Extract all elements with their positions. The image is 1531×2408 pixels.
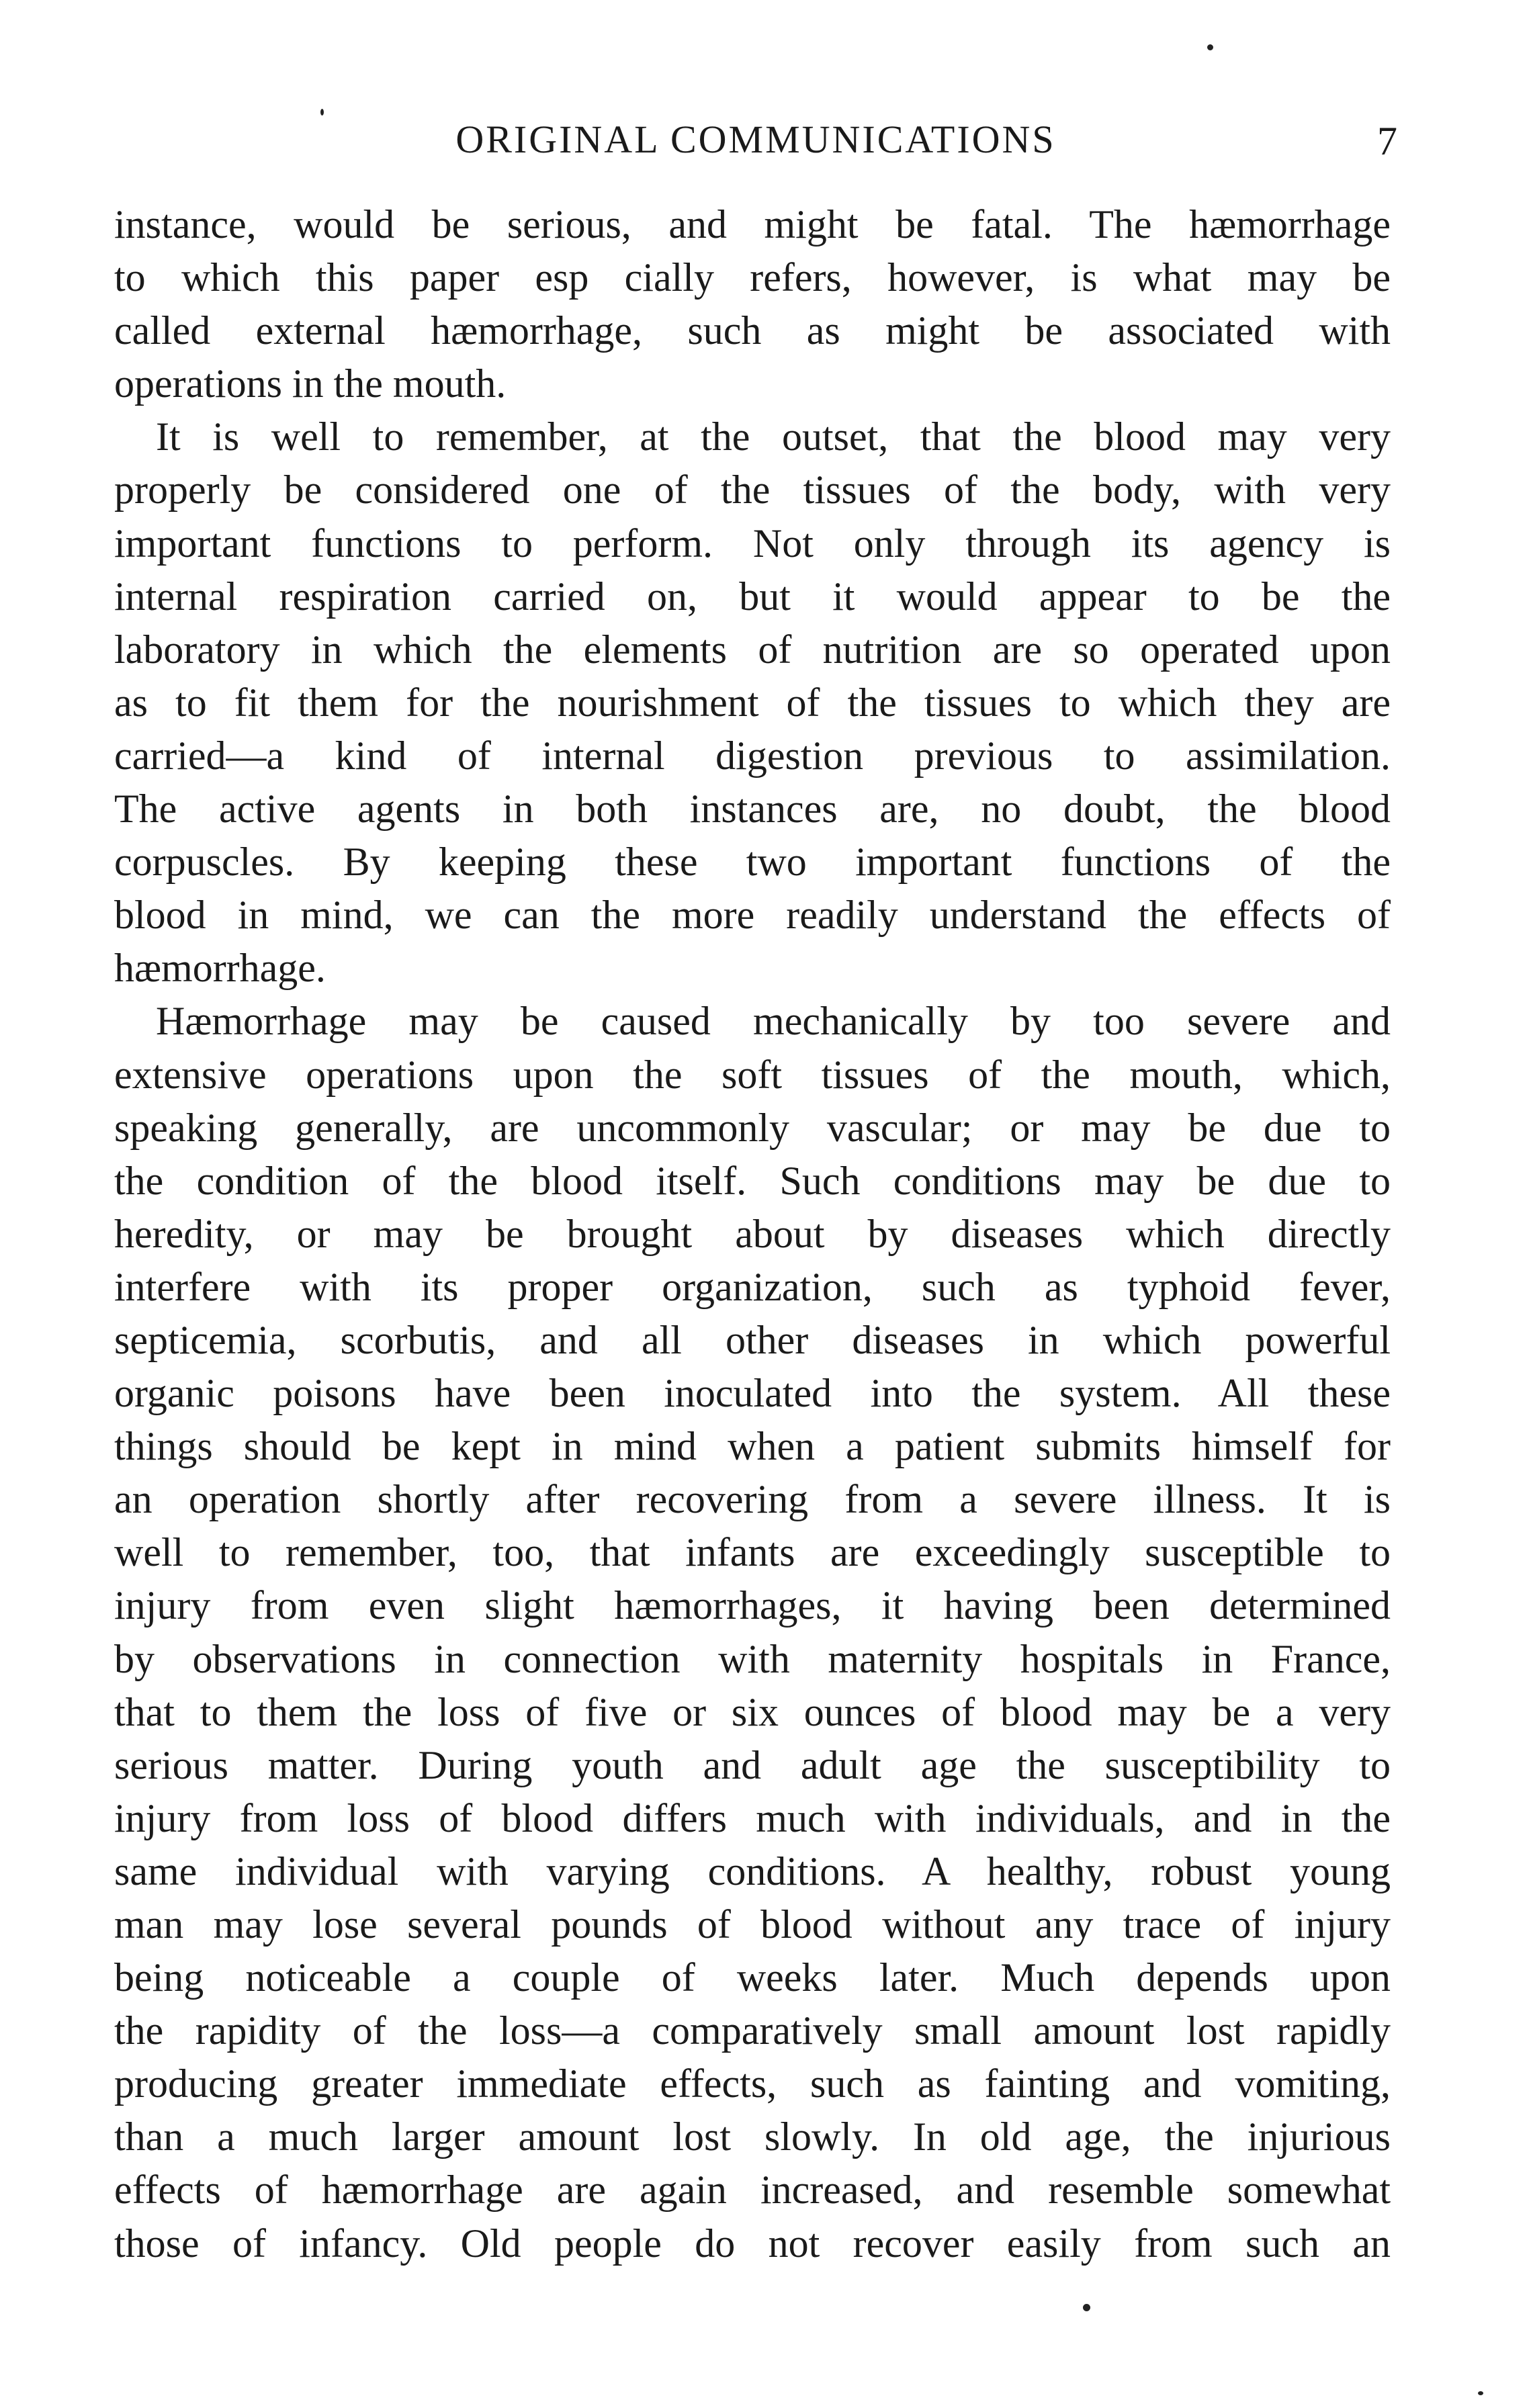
text-line: that to them the loss of five or six ounces of blood may be a very bbox=[114, 1689, 1391, 1734]
text-line: those of infancy. Old people do not recover easily from such an bbox=[114, 2221, 1391, 2266]
text-line: man may lose several pounds of blood without any trace of injury bbox=[114, 1902, 1391, 1947]
body-text bbox=[114, 198, 1391, 2270]
text-line: operations in the mouth. bbox=[114, 361, 507, 406]
text-line: septicemia, scorbutis, and all other diseases in which powerful bbox=[114, 1317, 1391, 1362]
text-line: hæmorrhage. bbox=[114, 946, 326, 991]
running-title: ORIGINAL COMMUNICATIONS bbox=[455, 118, 1056, 161]
text-line: instance, would be serious, and might be fatal. The hæmorrhage bbox=[114, 202, 1391, 247]
text-line: being noticeable a couple of weeks later. Much depends upon bbox=[114, 1955, 1391, 2000]
scan-speck bbox=[1207, 44, 1213, 50]
text-line: injury from even slight hæmorrhages, it having been determined bbox=[114, 1583, 1391, 1628]
text-line: properly be considered one of the tissues of the body, with very bbox=[114, 467, 1391, 512]
text-line: the condition of the blood itself. Such conditions may be due to bbox=[114, 1158, 1391, 1203]
text-line: internal respiration carried on, but it would appear to be the bbox=[114, 574, 1391, 619]
text-line: by observations in connection with maternity hospitals in France, bbox=[114, 1636, 1391, 1681]
text-line: producing greater immediate effects, such as fainting and vomiting, bbox=[114, 2061, 1391, 2106]
text-line: an operation shortly after recovering from a severe illness. It is bbox=[114, 1477, 1391, 1522]
text-line: heredity, or may be brought about by diseases which directly bbox=[114, 1211, 1391, 1256]
text-line: interfere with its proper organization, such as typhoid fever, bbox=[114, 1264, 1391, 1309]
text-line: effects of hæmorrhage are again increased, and resemble somewhat bbox=[114, 2168, 1391, 2213]
scan-speck bbox=[1478, 2391, 1483, 2395]
running-header bbox=[114, 113, 1397, 167]
text-line: speaking generally, are uncommonly vascular; or may be due to bbox=[114, 1105, 1391, 1150]
text-line: called external hæmorrhage, such as might be associated with bbox=[114, 308, 1391, 353]
page-number: 7 bbox=[1377, 119, 1397, 163]
text-line: Hæmorrhage may be caused mechanically by too severe and bbox=[156, 999, 1391, 1044]
text-line: well to remember, too, that infants are exceedingly susceptible to bbox=[114, 1530, 1391, 1575]
text-line: as to fit them for the nourishment of the tissues to which they are bbox=[114, 680, 1391, 725]
text-line: injury from loss of blood differs much with individuals, and in the bbox=[114, 1795, 1391, 1840]
text-line: than a much larger amount lost slowly. In old age, the injurious bbox=[114, 2114, 1391, 2159]
text-line: carried—a kind of internal digestion previous to assimilation. bbox=[114, 733, 1391, 778]
text-line: the rapidity of the loss—a comparatively small amount lost rapidly bbox=[114, 2008, 1391, 2053]
text-line: extensive operations upon the soft tissues of the mouth, which, bbox=[114, 1052, 1391, 1097]
text-line: organic poisons have been inoculated into the system. All these bbox=[114, 1371, 1391, 1416]
text-line: corpuscles. By keeping these two important functions of the bbox=[114, 840, 1391, 885]
text-line: blood in mind, we can the more readily understand the effects of bbox=[114, 893, 1391, 938]
scan-speck bbox=[320, 109, 324, 116]
text-line: It is well to remember, at the outset, that the blood may very bbox=[156, 414, 1391, 459]
text-line: important functions to perform. Not only through its agency is bbox=[114, 521, 1391, 566]
scan-speck bbox=[1083, 2304, 1090, 2311]
text-line: to which this paper esp cially refers, however, is what may be bbox=[114, 255, 1391, 300]
text-line: laboratory in which the elements of nutrition are so operated upon bbox=[114, 627, 1391, 672]
text-line: serious matter. During youth and adult age the susceptibility to bbox=[114, 1742, 1391, 1787]
text-line: The active agents in both instances are, no doubt, the blood bbox=[114, 787, 1391, 832]
text-line: same individual with varying conditions. A healthy, robust young bbox=[114, 1848, 1391, 1893]
text-line: things should be kept in mind when a patient submits himself for bbox=[114, 1424, 1391, 1469]
